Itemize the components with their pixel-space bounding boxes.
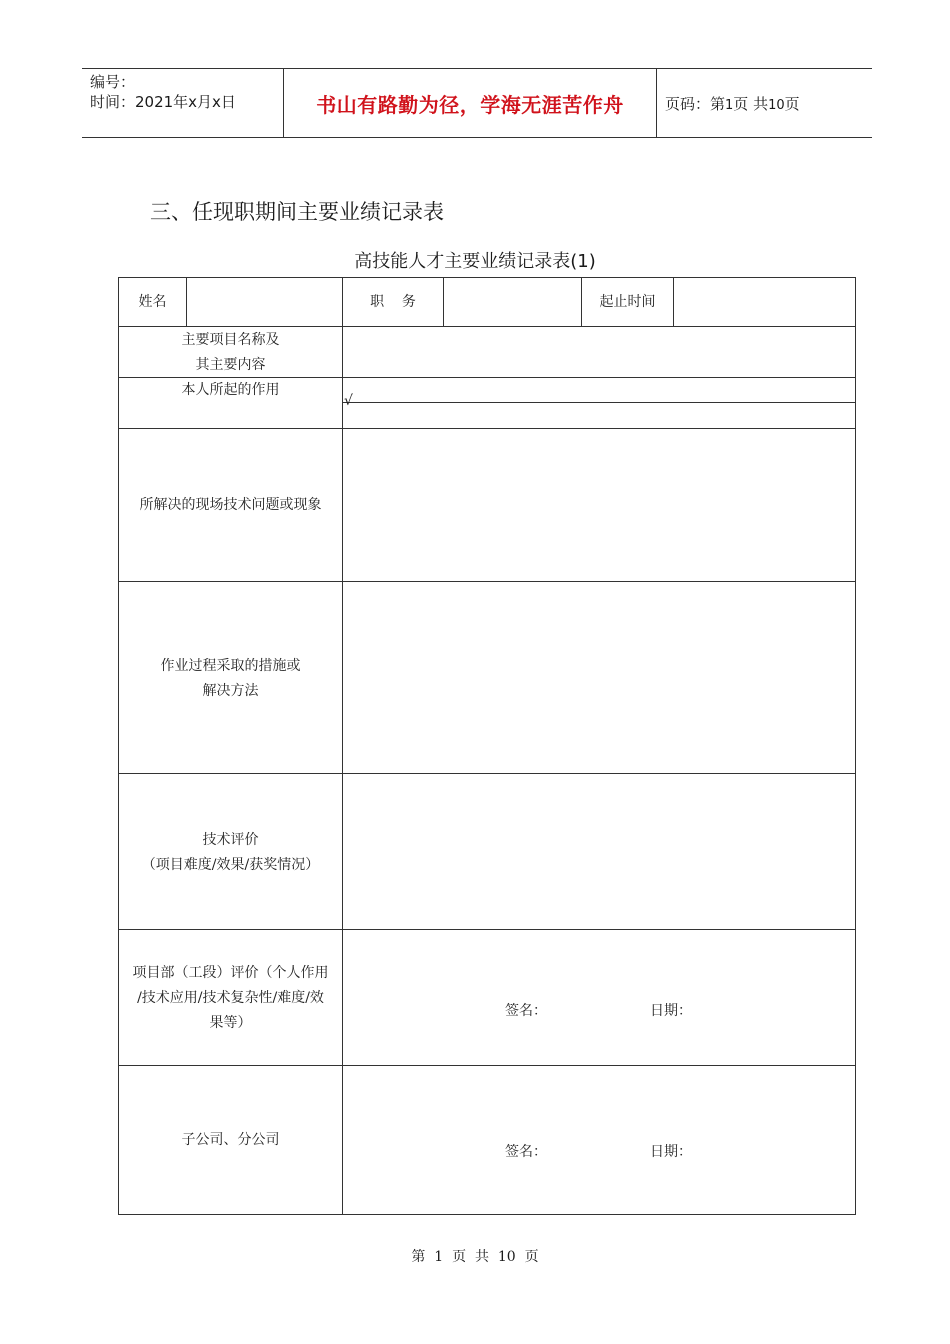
measures-label: 作业过程采取的措施或 解决方法 [160,658,301,699]
row-divider [119,929,855,930]
performance-record-table [118,277,856,1215]
page-footer: 第 1 页 共 10 页 [411,1249,539,1265]
motto-text: 书山有路勤为径，学海无涯苦作舟 [316,92,624,117]
department-evaluation-label: 项目部（工段）评价（个人作用 /技术应用/技术复杂性/难度/效 果等） [132,965,329,1031]
subsidiary-date-label: 日期： [650,1144,692,1160]
name-label: 姓名 [138,294,167,310]
row-divider [119,1065,855,1066]
position-label: 职 务 [370,294,416,310]
row-divider [119,428,855,429]
project-name-label: 主要项目名称及 其主要内容 [181,332,280,373]
header-motto-cell [284,69,657,137]
technical-evaluation-label: 技术评价 （项目难度/效果/获奖情况） [141,832,320,873]
row-divider [119,773,855,774]
table-title: 高技能人才主要业绩记录表(1) [354,251,596,272]
section-heading: 三、任现职期间主要业绩记录表 [150,200,444,224]
column-divider [342,278,343,1214]
subsidiary-label: 子公司、分公司 [181,1132,280,1148]
role-label: 本人所起的作用 [181,382,280,398]
row-divider [119,581,855,582]
subsidiary-signature-label: 签名： [505,1144,547,1160]
page-number-label: 页码：第1页 共10页 [665,94,800,113]
technical-problem-label: 所解决的现场技术问题或现象 [139,497,322,513]
column-divider [443,278,444,326]
department-date-label: 日期： [650,1003,692,1019]
header-meta-cell [82,69,284,137]
column-divider [673,278,674,326]
role-checkmark: √ [344,393,353,409]
document-date-label: 时间：2021年x月x日 [90,93,236,111]
document-number-label: 编号： [90,73,136,91]
row-divider [342,402,855,403]
department-signature-label: 签名： [505,1003,547,1019]
row-divider [119,326,855,327]
header-page-cell [657,69,872,137]
column-divider [186,278,187,326]
period-label: 起止时间 [599,294,656,310]
page-header [82,68,872,138]
